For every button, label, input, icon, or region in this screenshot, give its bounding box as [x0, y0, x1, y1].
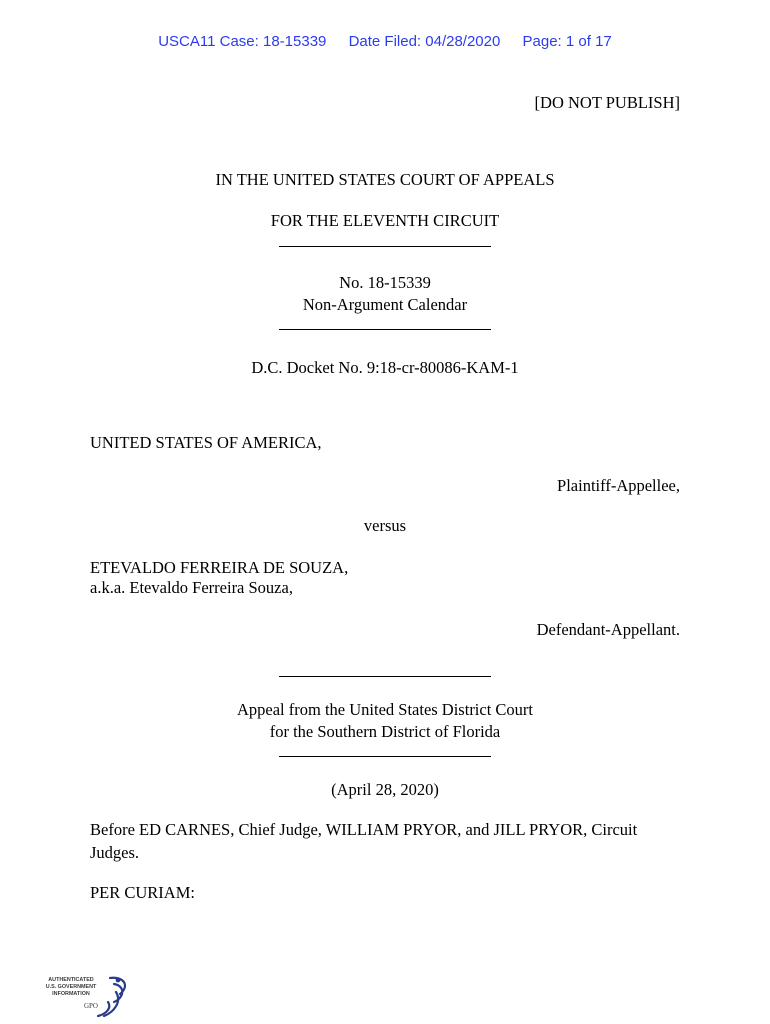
filing-header: [0, 33, 770, 50]
divider: [279, 676, 491, 677]
panel-judges: Before ED CARNES, Chief Judge, WILLIAM PRYOR, and JILL PRYOR, Circuit Judges.: [90, 820, 638, 862]
case-number-header: USCA11 Case: 18-15339: [158, 33, 327, 50]
divider: [279, 756, 491, 757]
date-filed-header: Date Filed: 04/28/2020: [348, 33, 501, 50]
court-name: IN THE UNITED STATES COURT OF APPEALS: [215, 170, 555, 189]
logo-line-1: AUTHENTICATED: [48, 977, 94, 983]
per-curiam-heading: PER CURIAM:: [90, 883, 195, 902]
divider: [279, 329, 491, 330]
divider: [279, 246, 491, 247]
docket-number: D.C. Docket No. 9:18-cr-80086-KAM-1: [251, 358, 519, 377]
defendant-role: Defendant-Appellant.: [536, 620, 680, 639]
plaintiff-role: Plaintiff-Appellee,: [557, 476, 680, 495]
logo-mark: GPO: [83, 1002, 99, 1010]
gpo-authenticated-logo: [38, 972, 138, 1020]
logo-line-3: INFORMATION: [52, 991, 90, 997]
district-court: for the Southern District of Florida: [269, 722, 501, 741]
calendar-type: Non-Argument Calendar: [302, 295, 468, 314]
decision-date: (April 28, 2020): [331, 780, 439, 799]
eagle-icon: [98, 978, 125, 1016]
defendant-name: ETEVALDO FERREIRA DE SOUZA,: [90, 558, 349, 577]
page-count-header: Page: 1 of 17: [522, 33, 612, 50]
publish-note: [DO NOT PUBLISH]: [534, 93, 680, 112]
versus-label: versus: [363, 516, 407, 535]
plaintiff-name: UNITED STATES OF AMERICA,: [90, 433, 322, 452]
eagle-head-icon: [116, 978, 121, 983]
logo-line-2: U.S. GOVERNMENT: [45, 984, 97, 990]
circuit-name: FOR THE ELEVENTH CIRCUIT: [270, 211, 500, 230]
defendant-aka: a.k.a. Etevaldo Ferreira Souza,: [90, 578, 293, 597]
case-number: No. 18-15339: [339, 273, 431, 292]
appeal-from: Appeal from the United States District Court: [236, 700, 534, 719]
